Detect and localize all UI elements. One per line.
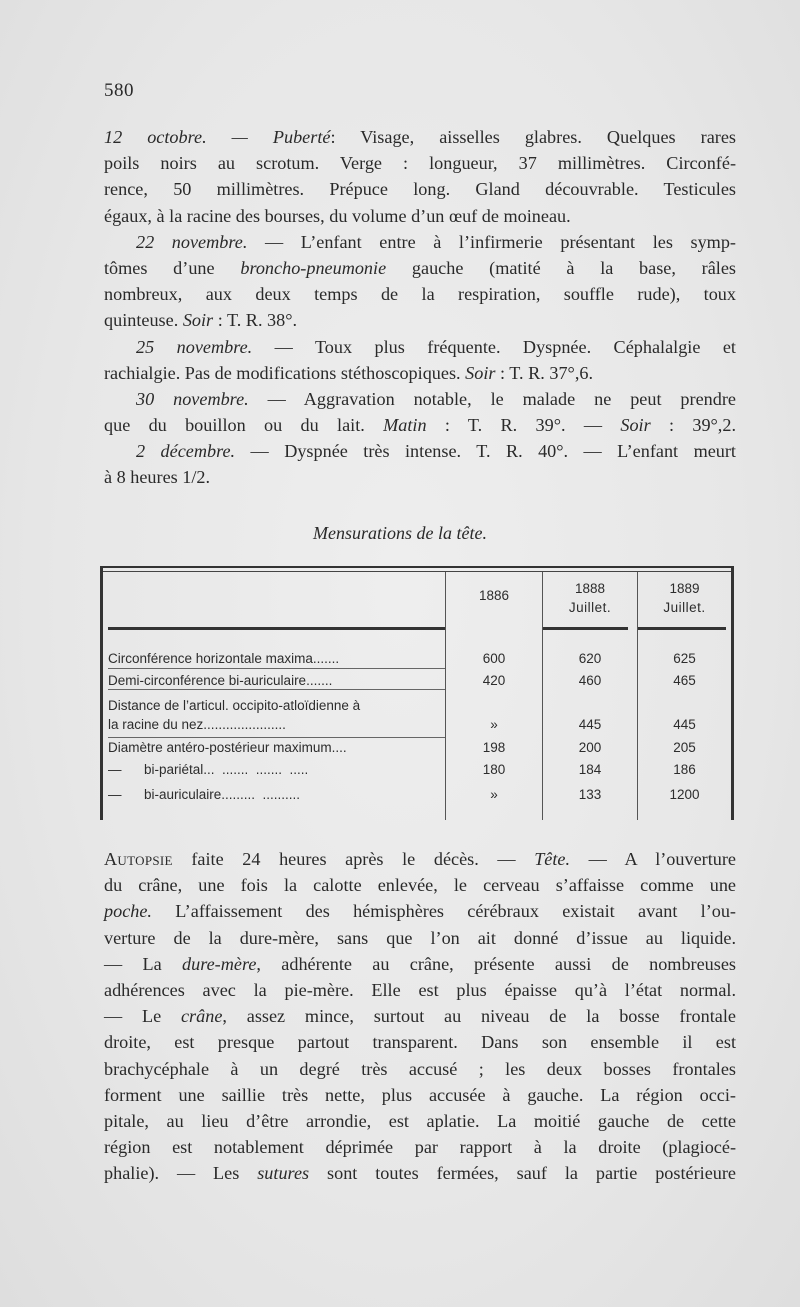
text-run: — A l’ouverture xyxy=(570,849,736,869)
text-run: poils noirs au scrotum. Verge : longueur, 37 millimètres. Circonfé- xyxy=(104,153,736,174)
cell-value: 625 xyxy=(673,651,696,666)
text-run: : T. R. 38°. xyxy=(213,310,298,331)
text-run: : 39°,2. xyxy=(650,415,736,436)
italic-text: sutures xyxy=(257,1163,310,1184)
cell-value: 465 xyxy=(673,673,696,688)
text-run: tômes d’une xyxy=(104,257,241,278)
text-run: : T. R. 37°,6. xyxy=(495,362,594,383)
cell-value: 133 xyxy=(578,787,602,802)
row-label: la racine du nez...................... xyxy=(108,717,286,732)
text-line xyxy=(104,872,736,898)
cell-value: 445 xyxy=(578,717,602,732)
row-label: Demi-circonférence bi-auriculaire....... xyxy=(108,673,333,688)
text-run: quinteuse. xyxy=(104,310,183,331)
text-run: — Toux plus fréquente. Dyspnée. Céphalalgie et xyxy=(252,336,736,357)
text-run: gauche (matité à la base, râles xyxy=(386,257,736,278)
table-left-border xyxy=(100,566,103,820)
text-line xyxy=(104,203,736,229)
autopsy-paragraph xyxy=(104,846,736,1186)
italic-text: 12 octobre. — Puberté xyxy=(104,127,331,147)
text-run: droite, est presque partout transparent. Dans son ensemble il est xyxy=(104,1032,736,1053)
text-run: forment une saillie très nette, plus accusée à gauche. La région occi- xyxy=(104,1084,736,1105)
row-rule xyxy=(108,689,445,690)
text-run: région est notablement déprimée par rapport à la droite (plagiocé- xyxy=(104,1137,736,1158)
text-line xyxy=(104,1160,736,1186)
text-line xyxy=(104,386,736,412)
text-run: : Visage, aisselles glabres. Quelques rares xyxy=(330,127,736,147)
italic-text: Soir xyxy=(182,310,214,331)
text-line xyxy=(104,150,736,176)
row-label: Diamètre antéro-postérieur maximum.... xyxy=(108,740,347,755)
text-line xyxy=(104,951,736,977)
cell-value: 1200 xyxy=(669,787,700,802)
italic-text: poche. xyxy=(104,901,152,922)
cell-value: 180 xyxy=(482,762,506,777)
text-line xyxy=(104,124,736,150)
text-run: rence, 50 millimètres. Prépuce long. Gland découvrable. Testicules xyxy=(104,179,736,200)
italic-text: Soir xyxy=(465,362,496,383)
table-top-rule xyxy=(100,566,734,568)
table-right-border xyxy=(731,566,734,820)
text-line xyxy=(104,1082,736,1108)
text-run: adhérences avec la pie-mère. Elle est plus épaisse qu’à l’état normal. xyxy=(104,979,736,1000)
cell-value: 205 xyxy=(673,740,696,755)
text-line xyxy=(104,1108,736,1134)
italic-text: 30 novembre. xyxy=(136,388,249,409)
text-line xyxy=(104,977,736,1003)
text-run: : T. R. 39°. — xyxy=(426,415,621,436)
table-header-rule xyxy=(543,627,628,630)
text-line xyxy=(104,229,736,255)
text-run: pitale, au lieu d’être arrondie, est aplatie. La moitié gauche de cette xyxy=(104,1110,736,1131)
cell-value: 184 xyxy=(578,762,602,777)
text-line xyxy=(104,1134,736,1160)
cell-value: 620 xyxy=(578,651,602,666)
text-run: Autopsie xyxy=(104,849,173,869)
text-line xyxy=(104,1003,736,1029)
text-run: du crâne, une fois la calotte enlevée, le cerveau s’affaisse comme une xyxy=(104,875,736,896)
text-run: sont toutes fermées, sauf la partie postérieure xyxy=(309,1163,736,1184)
italic-text: Soir xyxy=(620,415,651,436)
cell-value: 420 xyxy=(482,673,506,688)
text-run: faite 24 heures après le décès. — xyxy=(172,849,535,869)
text-line xyxy=(104,438,736,464)
text-run: L’affaissement des hémisphères cérébraux existait avant l’ou- xyxy=(151,901,736,922)
header-1889: 1889 Juillet. xyxy=(663,581,706,615)
cell-value: » xyxy=(490,717,498,732)
row-rule xyxy=(108,737,445,738)
row-rule xyxy=(108,668,445,669)
row-label: Distance de l’articul. occipito-atloïdienne à xyxy=(108,698,361,713)
text-line xyxy=(104,412,736,438)
text-run: brachycéphale à un degré très accusé ; les deux bosses frontales xyxy=(104,1058,736,1079)
cell-value: 460 xyxy=(578,673,602,688)
italic-text: broncho-pneumonie xyxy=(240,257,387,278)
table-column-divider xyxy=(445,572,446,820)
table-top-rule-thin xyxy=(100,571,734,572)
italic-text: 22 novembre. xyxy=(136,231,248,252)
italic-text: crâne xyxy=(180,1006,223,1027)
cell-value: » xyxy=(490,787,498,802)
text-run: égaux, à la racine des bourses, du volume d’un œuf de moineau. xyxy=(104,205,571,226)
italic-text: 2 décembre. xyxy=(136,441,236,462)
text-line xyxy=(104,307,736,333)
cell-value: 198 xyxy=(482,740,506,755)
text-run: verture de la dure-mère, sans que l’on ait donné d’issue au liquide. xyxy=(104,927,736,948)
text-run: — Dyspnée très intense. T. R. 40°. — L’enfant meurt xyxy=(235,441,736,462)
text-line xyxy=(104,255,736,281)
cell-value: 445 xyxy=(673,717,696,732)
text-run: , adhérente au crâne, présente aussi de nombreuses xyxy=(256,953,736,974)
head-measurements-table xyxy=(100,566,734,820)
italic-text: Matin xyxy=(383,415,427,436)
text-run: — L’enfant entre à l’infirmerie présentant les symp- xyxy=(247,231,736,252)
row-label: — bi-pariétal... ....... ....... ..... xyxy=(108,762,309,777)
text-line xyxy=(104,846,736,872)
header-1886: 1886 xyxy=(478,588,510,603)
text-run: nombreux, aux deux temps de la respiration, souffle rude), toux xyxy=(104,284,736,305)
text-run: à 8 heures 1/2. xyxy=(104,467,211,488)
cell-value: 186 xyxy=(673,762,696,777)
text-line xyxy=(104,1056,736,1082)
text-run: phalie). — Les xyxy=(104,1163,258,1184)
text-run: — Le xyxy=(104,1006,181,1027)
italic-text: 25 novembre. xyxy=(136,336,253,357)
header-1888: 1888 Juillet. xyxy=(568,581,612,615)
text-line xyxy=(104,925,736,951)
text-line xyxy=(104,464,736,490)
text-line xyxy=(104,1029,736,1055)
text-line xyxy=(104,898,736,924)
text-line xyxy=(104,176,736,202)
row-label: — bi-auriculaire......... .......... xyxy=(108,787,301,802)
text-run: — Aggravation notable, le malade ne peut prendre xyxy=(248,388,736,409)
text-run: — La xyxy=(104,953,183,974)
text-line xyxy=(104,360,736,386)
text-run: rachialgie. Pas de modifications stéthoscopiques. xyxy=(104,362,466,383)
cell-value: 600 xyxy=(482,651,506,666)
italic-text: dure-mère xyxy=(182,953,257,974)
clinical-notes-paragraph xyxy=(104,124,736,491)
row-label: Circonférence horizontale maxima....... xyxy=(108,651,340,666)
text-line xyxy=(104,281,736,307)
table-caption: Mensurations de la tête. xyxy=(313,523,487,543)
text-run: que du bouillon ou du lait. xyxy=(104,415,384,436)
text-run: , assez mince, surtout au niveau de la bosse frontale xyxy=(222,1006,736,1027)
table-header-rule xyxy=(638,627,726,630)
text-line xyxy=(104,334,736,360)
cell-value: 200 xyxy=(578,740,602,755)
page-number: 580 xyxy=(104,80,134,101)
table-header-rule xyxy=(108,627,445,630)
italic-text: Tête. xyxy=(534,849,571,869)
